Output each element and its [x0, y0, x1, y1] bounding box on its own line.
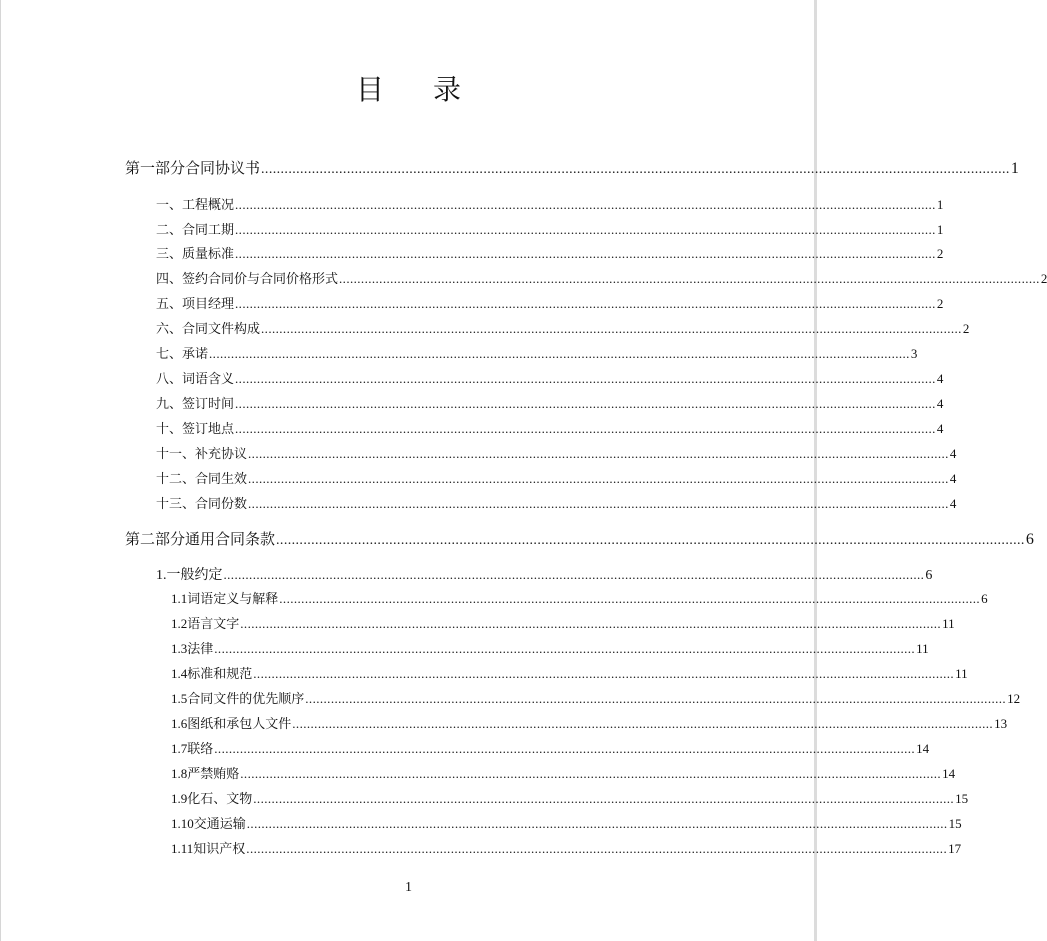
dot-leader: ................................................................................................................................................................................................	[253, 791, 955, 806]
toc-item[interactable]	[156, 243, 944, 262]
item-number: 1.11	[171, 841, 194, 856]
dot-leader: ................................................................................................................................................................................................	[246, 841, 948, 856]
toc-item[interactable]	[156, 418, 944, 437]
item-label: 化石、文物	[187, 792, 253, 807]
dot-leader: ................................................................................................................................................................................................	[209, 346, 910, 361]
toc-subitem[interactable]	[171, 613, 955, 632]
toc-subitem[interactable]	[171, 638, 929, 657]
toc-item[interactable]	[156, 393, 944, 412]
dot-leader: ................................................................................................................................................................................................	[248, 471, 949, 486]
page-number: 11	[916, 641, 929, 656]
item-label: 交通运输	[193, 817, 246, 832]
item-number: 1.8	[171, 766, 188, 781]
toc-item[interactable]	[156, 268, 1047, 287]
dot-leader: ................................................................................................................................................................................................	[235, 371, 936, 386]
page-number: 2	[1040, 271, 1047, 286]
page-number: 4	[949, 446, 957, 461]
toc-item[interactable]	[156, 318, 970, 337]
dot-leader: ................................................................................................................................................................................................	[235, 197, 936, 212]
dot-leader: ................................................................................................................................................................................................	[214, 741, 916, 756]
page-number: 2	[962, 321, 970, 336]
part-label: 合同协议书	[185, 159, 261, 177]
item-number: 1.2	[171, 616, 188, 631]
toc-item[interactable]	[156, 293, 944, 312]
page-number: 4	[936, 421, 944, 436]
page-number: 13	[994, 716, 1008, 731]
item-number: 1.4	[171, 666, 188, 681]
page-number: 1	[936, 222, 944, 237]
item-label: 二、合同工期	[156, 223, 235, 238]
item-number: 1.1	[171, 591, 188, 606]
page-number: 4	[949, 471, 957, 486]
page-number: 2	[936, 246, 944, 261]
page-number: 14	[942, 766, 956, 781]
page-number: 6	[925, 568, 933, 583]
part-label: 通用合同条款	[185, 530, 276, 548]
dot-leader: ................................................................................................................................................................................................	[253, 666, 955, 681]
dot-leader: ................................................................................................................................................................................................	[214, 641, 916, 656]
page-number: 1	[1010, 160, 1019, 177]
item-label: 法律	[187, 642, 214, 657]
chapter-label: 一般约定	[166, 567, 223, 583]
dot-leader: ................................................................................................................................................................................................	[248, 496, 949, 511]
chapter-number: 1.	[156, 568, 167, 583]
toc-subitem[interactable]	[171, 788, 969, 807]
item-number: 1.10	[171, 816, 194, 831]
toc-item[interactable]	[156, 493, 957, 512]
page-number: 15	[948, 816, 962, 831]
page-number: 12	[1007, 691, 1021, 706]
dot-leader: ................................................................................................................................................................................................	[223, 567, 925, 582]
page-number: 4	[936, 396, 944, 411]
page-number: 3	[910, 346, 918, 361]
item-label: 合同文件的优先顺序	[187, 692, 305, 707]
item-label: 十二、合同生效	[156, 472, 248, 487]
toc-item[interactable]	[156, 343, 918, 362]
dot-leader: ................................................................................................................................................................................................	[261, 162, 1010, 177]
page-number: 11	[955, 666, 968, 681]
part-prefix: 第一部分	[125, 159, 186, 177]
toc-subitem[interactable]	[171, 663, 968, 682]
toc-subitem[interactable]	[171, 763, 956, 782]
item-label: 严禁贿赂	[187, 767, 240, 782]
dot-leader: ................................................................................................................................................................................................	[339, 271, 1040, 286]
dot-leader: ................................................................................................................................................................................................	[279, 591, 981, 606]
dot-leader: ................................................................................................................................................................................................	[246, 816, 948, 831]
item-label: 九、签订时间	[156, 397, 235, 412]
toc-item[interactable]	[156, 219, 944, 238]
item-label: 三、质量标准	[156, 247, 235, 262]
dot-leader: ................................................................................................................................................................................................	[305, 691, 1007, 706]
toc-subitem[interactable]	[171, 813, 962, 832]
item-label: 四、签约合同价与合同价格形式	[156, 272, 339, 287]
item-label: 语言文字	[187, 617, 240, 632]
page-footer-number: 1	[405, 880, 412, 895]
item-label: 十一、补充协议	[156, 447, 248, 462]
page-number: 15	[955, 791, 969, 806]
dot-leader: ................................................................................................................................................................................................	[235, 246, 936, 261]
toc-subitem[interactable]	[171, 838, 962, 857]
item-label: 八、词语含义	[156, 372, 235, 387]
toc-subitem[interactable]	[171, 588, 988, 607]
item-label: 图纸和承包人文件	[187, 717, 292, 732]
item-label: 知识产权	[193, 842, 246, 857]
item-label: 七、承诺	[156, 347, 209, 362]
toc-item[interactable]	[156, 468, 957, 487]
item-label: 词语定义与解释	[187, 592, 279, 607]
page-number: 6	[981, 591, 988, 606]
item-label: 联络	[187, 742, 214, 757]
item-label: 十、签订地点	[156, 422, 235, 437]
dot-leader: ................................................................................................................................................................................................	[292, 716, 994, 731]
page-number: 14	[916, 741, 930, 756]
toc-item[interactable]	[156, 443, 957, 462]
item-label: 十三、合同份数	[156, 497, 248, 512]
dot-leader: ................................................................................................................................................................................................	[276, 533, 1025, 548]
page-number: 4	[936, 371, 944, 386]
page-number: 4	[949, 496, 957, 511]
toc-chapter-1[interactable]	[156, 564, 933, 583]
dot-leader: ................................................................................................................................................................................................	[261, 321, 962, 336]
toc-subitem[interactable]	[171, 688, 1021, 707]
page-number: 11	[942, 616, 955, 631]
dot-leader: ................................................................................................................................................................................................	[248, 446, 949, 461]
item-number: 1.7	[171, 741, 188, 756]
part-prefix: 第二部分	[125, 530, 186, 548]
dot-leader: ................................................................................................................................................................................................	[240, 766, 942, 781]
toc-subitem[interactable]	[171, 713, 1008, 732]
item-number: 1.5	[171, 691, 188, 706]
page-number: 2	[936, 296, 944, 311]
page-left-edge	[0, 0, 1, 941]
toc-subitem[interactable]	[171, 738, 930, 757]
dot-leader: ................................................................................................................................................................................................	[235, 396, 936, 411]
page-number: 1	[936, 197, 944, 212]
toc-part-1[interactable]	[125, 157, 1019, 177]
item-label: 一、工程概况	[156, 198, 235, 213]
page-number: 17	[948, 841, 962, 856]
dot-leader: ................................................................................................................................................................................................	[235, 421, 936, 436]
dot-leader: ................................................................................................................................................................................................	[235, 296, 936, 311]
item-label: 标准和规范	[187, 667, 253, 682]
dot-leader: ................................................................................................................................................................................................	[240, 616, 942, 631]
toc-title: 目 录	[356, 73, 481, 106]
toc-item[interactable]	[156, 368, 944, 387]
item-label: 五、项目经理	[156, 297, 235, 312]
item-label: 六、合同文件构成	[156, 322, 261, 337]
page-number: 6	[1025, 531, 1034, 548]
toc-part-2[interactable]	[125, 528, 1034, 548]
item-number: 1.9	[171, 791, 188, 806]
toc-item[interactable]	[156, 194, 944, 213]
item-number: 1.3	[171, 641, 188, 656]
item-number: 1.6	[171, 716, 188, 731]
dot-leader: ................................................................................................................................................................................................	[235, 222, 936, 237]
